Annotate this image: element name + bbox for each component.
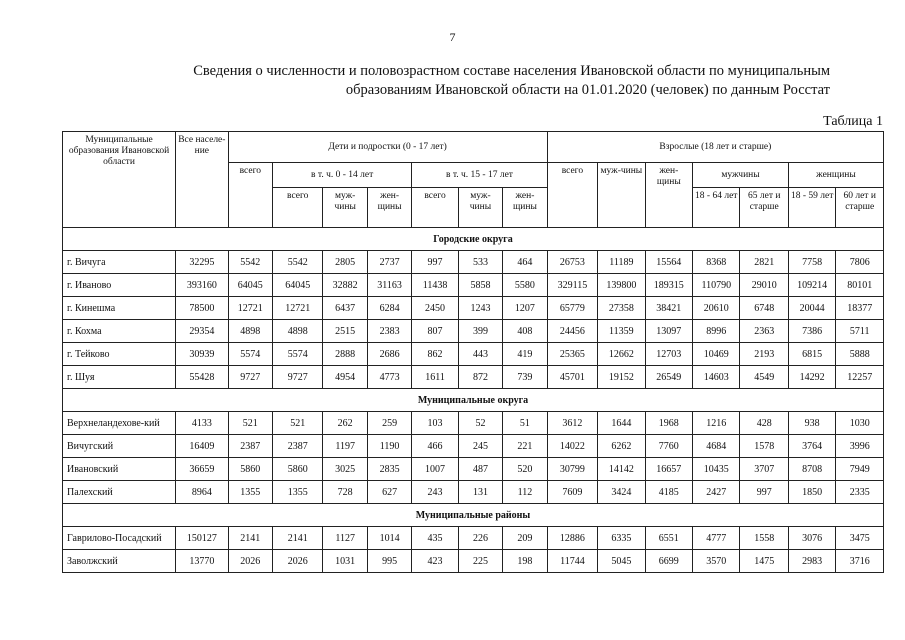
table-cell: 78500 <box>176 297 229 320</box>
table-cell: 5860 <box>273 458 323 481</box>
header-men-group: мужчины <box>693 163 789 188</box>
table-cell: 1611 <box>412 366 458 389</box>
table-cell: 2026 <box>228 550 272 573</box>
table-cell: 1007 <box>412 458 458 481</box>
table-cell: 2835 <box>367 458 411 481</box>
table-cell: 19152 <box>598 366 645 389</box>
table-cell: 55428 <box>176 366 229 389</box>
table-cell: 6748 <box>740 297 788 320</box>
table-cell: 728 <box>323 481 367 504</box>
table-cell: 27358 <box>598 297 645 320</box>
table-cell: 3076 <box>788 527 835 550</box>
header-0-14-total: всего <box>273 188 323 228</box>
header-children-group: Дети и подростки (0 - 17 лет) <box>228 132 547 163</box>
table-cell: 5045 <box>598 550 645 573</box>
table-cell: 2427 <box>693 481 740 504</box>
table-cell: 2141 <box>228 527 272 550</box>
table-cell: 872 <box>458 366 502 389</box>
table-cell: 938 <box>788 412 835 435</box>
table-cell: 1207 <box>503 297 547 320</box>
header-children-total: всего <box>228 163 272 228</box>
table-cell: 6815 <box>788 343 835 366</box>
table-cell: 4684 <box>693 435 740 458</box>
table-cell: 243 <box>412 481 458 504</box>
table-cell: 198 <box>503 550 547 573</box>
title-line-2: образованиям Ивановской области на 01.01.2020 (человек) по данным Росстат <box>345 82 830 98</box>
table-cell: 5580 <box>503 274 547 297</box>
header-men-65plus: 65 лет и старше <box>740 188 788 228</box>
table-row <box>63 297 884 320</box>
table-cell: 1850 <box>788 481 835 504</box>
table-cell: 226 <box>458 527 502 550</box>
table-cell: 3570 <box>693 550 740 573</box>
table-cell: 5574 <box>273 343 323 366</box>
table-cell: 189315 <box>645 274 692 297</box>
table-cell: 520 <box>503 458 547 481</box>
header-women-group: женщины <box>788 163 883 188</box>
municipality-name: Палехский <box>63 481 176 504</box>
table-cell: 109214 <box>788 274 835 297</box>
table-cell: 1578 <box>740 435 788 458</box>
table-row <box>63 481 884 504</box>
header-age-0-14: в т. ч. 0 - 14 лет <box>273 163 412 188</box>
table-cell: 6699 <box>645 550 692 573</box>
table-cell: 4185 <box>645 481 692 504</box>
table-cell: 4549 <box>740 366 788 389</box>
table-cell: 7386 <box>788 320 835 343</box>
table-cell: 2141 <box>273 527 323 550</box>
table-cell: 5542 <box>273 251 323 274</box>
table-cell: 2363 <box>740 320 788 343</box>
table-cell: 14603 <box>693 366 740 389</box>
table-cell: 12721 <box>273 297 323 320</box>
table-cell: 64045 <box>228 274 272 297</box>
municipality-name: г. Кинешма <box>63 297 176 320</box>
table-cell: 2515 <box>323 320 367 343</box>
table-cell: 1558 <box>740 527 788 550</box>
table-row <box>63 435 884 458</box>
table-cell: 13097 <box>645 320 692 343</box>
document-title <box>100 62 830 100</box>
table-cell: 408 <box>503 320 547 343</box>
municipality-name: г. Вичуга <box>63 251 176 274</box>
table-cell: 10469 <box>693 343 740 366</box>
table-cell: 221 <box>503 435 547 458</box>
table-cell: 3707 <box>740 458 788 481</box>
table-cell: 8368 <box>693 251 740 274</box>
table-label: Таблица 1 <box>823 114 883 129</box>
table-cell: 2737 <box>367 251 411 274</box>
table-cell: 139800 <box>598 274 645 297</box>
table-cell: 2193 <box>740 343 788 366</box>
table-cell: 14022 <box>547 435 597 458</box>
table-cell: 393160 <box>176 274 229 297</box>
header-women-60plus: 60 лет и старше <box>836 188 884 228</box>
table-cell: 627 <box>367 481 411 504</box>
table-cell: 4773 <box>367 366 411 389</box>
table-cell: 1127 <box>323 527 367 550</box>
table-cell: 399 <box>458 320 502 343</box>
table-cell: 25365 <box>547 343 597 366</box>
table-cell: 428 <box>740 412 788 435</box>
table-cell: 245 <box>458 435 502 458</box>
table-cell: 7609 <box>547 481 597 504</box>
table-cell: 2387 <box>228 435 272 458</box>
table-cell: 997 <box>412 251 458 274</box>
table-cell: 6335 <box>598 527 645 550</box>
table-cell: 2805 <box>323 251 367 274</box>
table-cell: 6284 <box>367 297 411 320</box>
table-row <box>63 251 884 274</box>
table-cell: 419 <box>503 343 547 366</box>
table-cell: 6437 <box>323 297 367 320</box>
table-cell: 5574 <box>228 343 272 366</box>
table-cell: 38421 <box>645 297 692 320</box>
table-cell: 26549 <box>645 366 692 389</box>
section-title: Городские округа <box>63 228 884 251</box>
table-cell: 80101 <box>836 274 884 297</box>
table-cell: 29354 <box>176 320 229 343</box>
table-cell: 2335 <box>836 481 884 504</box>
table-cell: 1014 <box>367 527 411 550</box>
header-15-17-men: муж-чины <box>458 188 502 228</box>
table-cell: 739 <box>503 366 547 389</box>
table-cell: 435 <box>412 527 458 550</box>
table-cell: 30799 <box>547 458 597 481</box>
table-cell: 7760 <box>645 435 692 458</box>
table-cell: 3025 <box>323 458 367 481</box>
table-cell: 2383 <box>367 320 411 343</box>
table-cell: 1355 <box>273 481 323 504</box>
table-cell: 29010 <box>740 274 788 297</box>
header-total: Все населе-ние <box>176 132 229 228</box>
table-cell: 20044 <box>788 297 835 320</box>
table-cell: 4954 <box>323 366 367 389</box>
table-cell: 15564 <box>645 251 692 274</box>
table-row <box>63 458 884 481</box>
municipality-name: г. Шуя <box>63 366 176 389</box>
table-cell: 14142 <box>598 458 645 481</box>
table-cell: 1190 <box>367 435 411 458</box>
table-cell: 7758 <box>788 251 835 274</box>
table-cell: 12662 <box>598 343 645 366</box>
table-cell: 2387 <box>273 435 323 458</box>
municipality-name: Заволжский <box>63 550 176 573</box>
table-cell: 131 <box>458 481 502 504</box>
table-cell: 533 <box>458 251 502 274</box>
table-cell: 4133 <box>176 412 229 435</box>
table-cell: 5711 <box>836 320 884 343</box>
table-cell: 2686 <box>367 343 411 366</box>
table-cell: 521 <box>228 412 272 435</box>
table-cell: 14292 <box>788 366 835 389</box>
population-table <box>62 131 884 573</box>
table-cell: 997 <box>740 481 788 504</box>
table-cell: 3764 <box>788 435 835 458</box>
header-adult-men: муж-чины <box>598 163 645 228</box>
table-cell: 112 <box>503 481 547 504</box>
table-cell: 6551 <box>645 527 692 550</box>
table-cell: 329115 <box>547 274 597 297</box>
table-row <box>63 550 884 573</box>
table-cell: 464 <box>503 251 547 274</box>
header-adults-group: Взрослые (18 лет и старше) <box>547 132 883 163</box>
table-cell: 7806 <box>836 251 884 274</box>
header-adult-women: жен-щины <box>645 163 692 228</box>
table-cell: 11359 <box>598 320 645 343</box>
section-title: Муниципальные округа <box>63 389 884 412</box>
table-cell: 1644 <box>598 412 645 435</box>
municipality-name: г. Тейково <box>63 343 176 366</box>
header-15-17-total: всего <box>412 188 458 228</box>
table-cell: 110790 <box>693 274 740 297</box>
table-cell: 3612 <box>547 412 597 435</box>
table-cell: 466 <box>412 435 458 458</box>
table-cell: 52 <box>458 412 502 435</box>
table-cell: 1355 <box>228 481 272 504</box>
table-cell: 26753 <box>547 251 597 274</box>
table-cell: 16657 <box>645 458 692 481</box>
table-cell: 2821 <box>740 251 788 274</box>
section-title: Муниципальные районы <box>63 504 884 527</box>
table-cell: 807 <box>412 320 458 343</box>
table-cell: 12257 <box>836 366 884 389</box>
table-cell: 487 <box>458 458 502 481</box>
table-cell: 7949 <box>836 458 884 481</box>
table-cell: 11438 <box>412 274 458 297</box>
table-body <box>63 228 884 573</box>
table-cell: 5888 <box>836 343 884 366</box>
table-cell: 9727 <box>228 366 272 389</box>
header-men-18-64: 18 - 64 лет <box>693 188 740 228</box>
table-cell: 13770 <box>176 550 229 573</box>
table-cell: 1216 <box>693 412 740 435</box>
table-cell: 443 <box>458 343 502 366</box>
table-cell: 32882 <box>323 274 367 297</box>
table-cell: 2450 <box>412 297 458 320</box>
title-line-1: Сведения о численности и половозрастном составе населения Ивановской области по муниципальным <box>193 63 830 79</box>
table-cell: 2026 <box>273 550 323 573</box>
table-cell: 1030 <box>836 412 884 435</box>
table-cell: 6262 <box>598 435 645 458</box>
table-row <box>63 412 884 435</box>
table-cell: 51 <box>503 412 547 435</box>
table-cell: 2983 <box>788 550 835 573</box>
municipality-name: Вичугский <box>63 435 176 458</box>
table-cell: 2888 <box>323 343 367 366</box>
table-cell: 12721 <box>228 297 272 320</box>
table-cell: 262 <box>323 412 367 435</box>
table-cell: 209 <box>503 527 547 550</box>
table-cell: 32295 <box>176 251 229 274</box>
table-cell: 24456 <box>547 320 597 343</box>
table-cell: 4898 <box>228 320 272 343</box>
table-cell: 259 <box>367 412 411 435</box>
table-cell: 150127 <box>176 527 229 550</box>
table-cell: 16409 <box>176 435 229 458</box>
table-cell: 3475 <box>836 527 884 550</box>
header-women-18-59: 18 - 59 лет <box>788 188 835 228</box>
table-cell: 20610 <box>693 297 740 320</box>
table-cell: 12703 <box>645 343 692 366</box>
table-cell: 8996 <box>693 320 740 343</box>
table-row <box>63 320 884 343</box>
table-cell: 31163 <box>367 274 411 297</box>
municipality-name: Гаврилово-Посадский <box>63 527 176 550</box>
table-cell: 9727 <box>273 366 323 389</box>
table-cell: 5858 <box>458 274 502 297</box>
table-cell: 423 <box>412 550 458 573</box>
table-cell: 45701 <box>547 366 597 389</box>
table-cell: 64045 <box>273 274 323 297</box>
header-adults-total: всего <box>547 163 597 228</box>
header-0-14-men: муж-чины <box>323 188 367 228</box>
table-cell: 1031 <box>323 550 367 573</box>
table-cell: 1197 <box>323 435 367 458</box>
table-cell: 3716 <box>836 550 884 573</box>
table-cell: 8964 <box>176 481 229 504</box>
table-cell: 36659 <box>176 458 229 481</box>
table-cell: 3424 <box>598 481 645 504</box>
table-cell: 5860 <box>228 458 272 481</box>
table-cell: 65779 <box>547 297 597 320</box>
table-cell: 8708 <box>788 458 835 481</box>
header-age-15-17: в т. ч. 15 - 17 лет <box>412 163 547 188</box>
municipality-name: г. Иваново <box>63 274 176 297</box>
table-row <box>63 274 884 297</box>
table-cell: 1475 <box>740 550 788 573</box>
table-cell: 225 <box>458 550 502 573</box>
municipality-name: Верхнеландехове-кий <box>63 412 176 435</box>
table-cell: 10435 <box>693 458 740 481</box>
table-row <box>63 527 884 550</box>
table-cell: 30939 <box>176 343 229 366</box>
municipality-name: г. Кохма <box>63 320 176 343</box>
table-cell: 103 <box>412 412 458 435</box>
table-cell: 12886 <box>547 527 597 550</box>
header-15-17-women: жен-щины <box>503 188 547 228</box>
table-cell: 4777 <box>693 527 740 550</box>
page-number: 7 <box>449 30 456 44</box>
header-municipal: Муниципальные образования Ивановской области <box>63 132 176 228</box>
header-0-14-women: жен-щины <box>367 188 411 228</box>
table-cell: 18377 <box>836 297 884 320</box>
table-cell: 521 <box>273 412 323 435</box>
table-cell: 11744 <box>547 550 597 573</box>
table-cell: 1243 <box>458 297 502 320</box>
table-cell: 862 <box>412 343 458 366</box>
table-cell: 1968 <box>645 412 692 435</box>
table-row <box>63 366 884 389</box>
table-cell: 4898 <box>273 320 323 343</box>
table-cell: 11189 <box>598 251 645 274</box>
table-cell: 995 <box>367 550 411 573</box>
table-row <box>63 343 884 366</box>
municipality-name: Ивановский <box>63 458 176 481</box>
table-cell: 3996 <box>836 435 884 458</box>
table-cell: 5542 <box>228 251 272 274</box>
